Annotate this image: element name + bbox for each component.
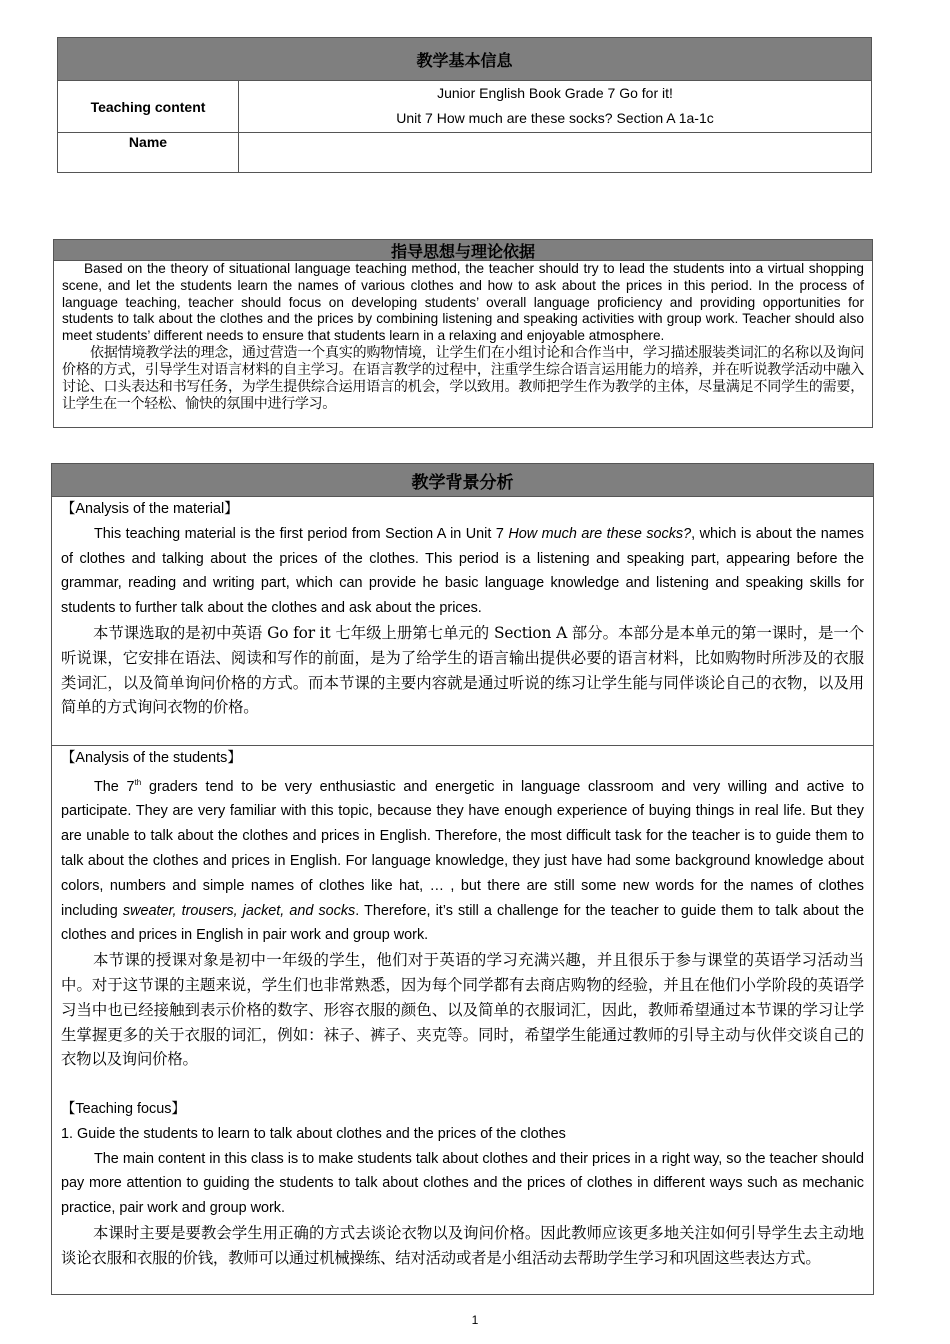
guiding-theory-title: 指导思想与理论依据 (54, 240, 872, 261)
students-heading: 【Analysis of the students】 (61, 750, 242, 766)
name-row (58, 133, 871, 172)
teaching-content-line2: Unit 7 How much are these socks? Section A 1a-1c (396, 110, 714, 126)
material-english (61, 522, 864, 621)
material-en-part1: This teaching material is the first period from Section A in Unit 7 (94, 525, 509, 542)
material-analysis-section (52, 497, 873, 746)
students-chinese: 本节课的授课对象是初中一年级的学生，他们对于英语的学习充满兴趣，并且很乐于参与课堂的英语学习活动当中。对于这节课的主题来说，学生们也非常熟悉，因为每个同学都有去商店购物的经验，并且在他们小学阶段的英语学习当中也已经接触到表示价格的数字、形容衣服的颜色、以及简单的衣服词汇，因此，教师希望通过本节课的学习让学生掌握更多的关于衣服的词汇，例如：袜子、裤子、夹克等。同时，希望学生能通过教师的引导主动与伙伴交谈自己的衣物以及询问价格。 (61, 951, 864, 1069)
focus-chinese: 本课时主要是要教会学生用正确的方式去谈论衣物以及询问价格。因此教师应该更多地关注如何引导学生去主动地谈论衣服和衣服的价钱，教师可以通过机械操练、结对活动或者是小组活动去帮助学生学习和巩固这些表达方式。 (61, 1223, 864, 1267)
background-analysis-title: 教学背景分析 (52, 464, 873, 497)
students-english (61, 771, 864, 948)
guiding-theory-english: Based on the theory of situational language teaching method, the teacher should try to lead the students into a virtual shopping scene, and let the students learn the names of various clothes and how to ask about the prices in this period. In the process of language teaching, teacher should focus on developing students’ overall language proficiency and providing opportunities for students to talk about the clothes and the prices by combining listening and speaking activities with group work. Teacher should also meet students’ different needs to ensure that students learn in a relaxing and enjoyable atmosphere. (62, 261, 864, 344)
students-en-part2: graders tend to be very enthusiastic and energetic in language classroom and very willing and active to participate. They are very familiar with this topic, because they have enough experience of buying things in real life. But they are unable to talk about the clothes and prices in English. Therefore, the most difficult task for the teacher is to guide them to talk about the clothes and prices in English. For language knowledge, they just have had some background knowledge about colors, numbers and simple names of clothes like hat, … , but there are still some new words for the names of clothes including (61, 778, 864, 919)
students-analysis-section (52, 746, 873, 1271)
students-en-italic: sweater, trousers, jacket, and socks (122, 902, 356, 919)
page-number: 1 (471, 1313, 479, 1327)
material-en-part2: , which is about the names of clothes and talking about the prices of the clothes. This period is a listening and speaking part, appearing before the grammar, reading and writing part, which can provide he basic language knowledge and listening and speaking skills for students to further talk about the clothes and ask about the prices. (61, 525, 864, 617)
spacer (61, 1072, 864, 1097)
guiding-theory-chinese: 依据情境教学法的理念，通过营造一个真实的购物情境，让学生们在小组讨论和合作当中，学习描述服装类词汇的名称以及询问价格的方式，引导学生对语言材料的自主学习。在语言教学的过程中，注重学生综合语言运用能力的培养，并在听说教学活动中融入讨论、口头表达和书写任务，为学生提供综合运用语言的机会，学以致用。教师把学生作为教学的主体，尽量满足不同学生的需要，让学生在一个轻松、愉快的氛围中进行学习。 (62, 344, 864, 412)
students-en-part1: The 7 (94, 778, 135, 795)
name-value (239, 133, 871, 172)
background-analysis-table (51, 463, 874, 1295)
guiding-theory-table (53, 239, 873, 428)
teaching-content-line1: Junior English Book Grade 7 Go for it! (437, 85, 673, 101)
basic-info-title: 教学基本信息 (58, 38, 871, 81)
teaching-content-label: Teaching content (58, 81, 239, 132)
students-en-superscript: th (134, 777, 142, 787)
material-chinese: 本节课选取的是初中英语 Go for it 七年级上册第七单元的 Section A 部分。本部分是本单元的第一课时，是一个听说课，它安排在语法、阅读和写作的前面，是为了给学生的语言输出提供必要的语言材料，比如购物时所涉及的衣服类词汇，以及简单询问价格的方式。而本节课的主要内容就是通过听说的练习让学生能与同伴谈论自己的衣物，以及用简单的方式询问衣物的价格。 (61, 623, 864, 717)
material-heading: 【Analysis of the material】 (61, 501, 239, 517)
focus-english: The main content in this class is to make students talk about clothes and their prices in a right way, so the teacher should pay more attention to guiding the students to talk about clothes and the prices of clothes in different ways such as mechanic practice, pair work and group work. (61, 1150, 864, 1217)
material-en-italic: How much are these socks? (508, 525, 692, 542)
teaching-content-row (58, 81, 871, 133)
basic-info-table (57, 37, 872, 173)
focus-heading: 【Teaching focus】 (61, 1100, 186, 1117)
teaching-content-value (239, 81, 871, 132)
name-label: Name (58, 133, 239, 172)
focus-item-1: 1. Guide the students to learn to talk about clothes and the prices of the clothes (61, 1125, 566, 1142)
students-en-part3: . Therefore, it’s still a challenge for the teacher to guide them to talk about the clothes and prices in English in pair work and group work. (61, 902, 864, 944)
